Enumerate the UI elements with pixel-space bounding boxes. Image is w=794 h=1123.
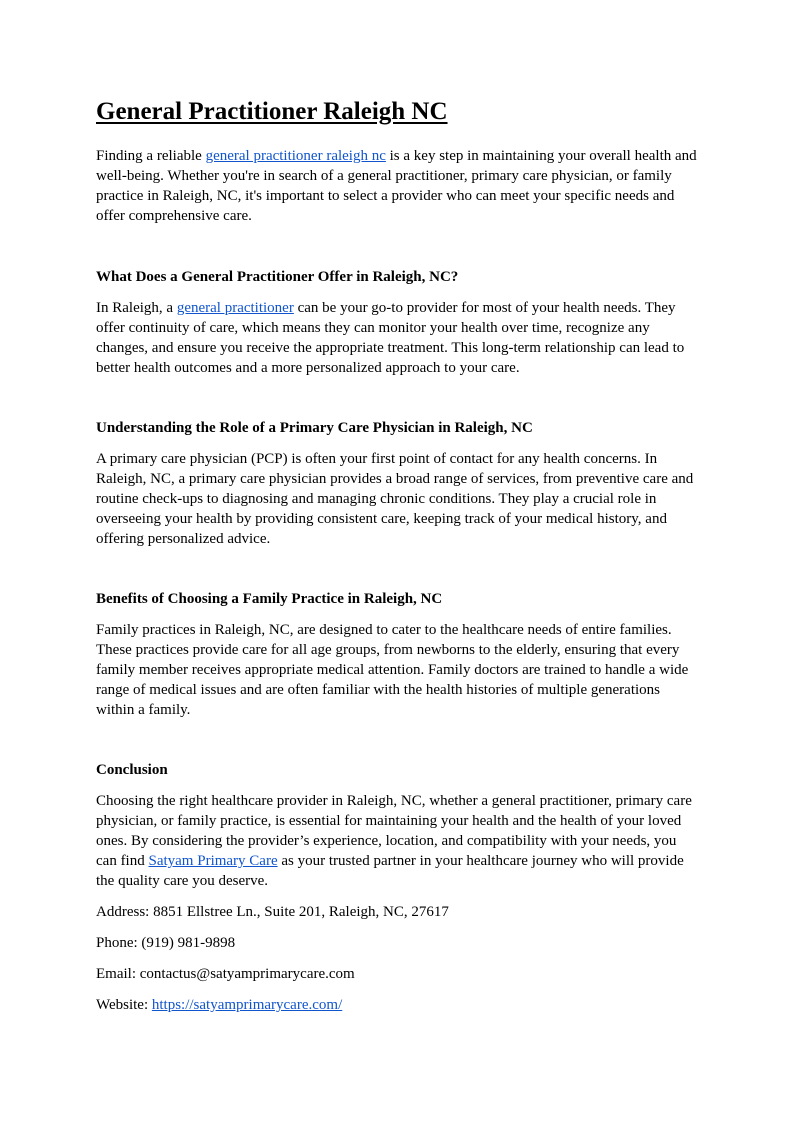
section-body-primary-care: A primary care physician (PCP) is often your first point of contact for any health concerns. In Raleigh, NC, a primary care physician provides a broad range of services, from preventive care and routine check-ups to diagnosing and managing chronic conditions. They play a crucial role in overseeing your health by providing consistent care, keeping track of your medical history, and offering personalized advice. (96, 451, 694, 547)
page-title: General Practitioner Raleigh NC (96, 98, 448, 125)
contact-address: Address: 8851 Ellstree Ln., Suite 201, Raleigh, NC, 27617 (96, 904, 449, 920)
section1-text-after: can be your go-to provider for most of your health needs. They offer continuity of care, which means they can monitor your health over time, recognize any changes, and ensure you receive the appropriate treatment. This long-term relationship can lead to better health outcomes and a more personalized approach to your care. (96, 300, 685, 376)
website-label: Website: (96, 997, 152, 1013)
general-practitioner-raleigh-link[interactable]: general practitioner raleigh nc (205, 148, 386, 164)
website-link[interactable]: https://satyamprimarycare.com/ (151, 997, 343, 1013)
document-page (96, 96, 700, 1015)
section-heading-primary-care: Understanding the Role of a Primary Care Physician in Raleigh, NC (96, 420, 533, 436)
section-body-conclusion (96, 791, 700, 891)
section-body-family-practice: Family practices in Raleigh, NC, are designed to cater to the healthcare needs of entire families. These practices provide care for all age groups, from newborns to the elderly, ensuring that every family member receives appropriate medical attention. Family doctors are trained to handle a wide range of medical issues and are often familiar with the health histories of multiple generations within a family. (96, 622, 689, 718)
contact-email: Email: contactus@satyamprimarycare.com (96, 966, 355, 982)
general-practitioner-link[interactable]: general practitioner (176, 300, 294, 316)
section-heading-conclusion: Conclusion (96, 762, 168, 778)
contact-website (96, 995, 700, 1015)
contact-phone: Phone: (919) 981-9898 (96, 935, 236, 951)
section-heading-family-practice: Benefits of Choosing a Family Practice in Raleigh, NC (96, 591, 443, 607)
section-heading-general-practitioner: What Does a General Practitioner Offer in Raleigh, NC? (96, 269, 459, 285)
section-body-general-practitioner (96, 298, 700, 378)
intro-text-after: is a key step in maintaining your overall health and well-being. Whether you're in search of a general practitioner, primary care physician, or family practice in Raleigh, NC, it's important to select a provider who can meet your specific needs and offer comprehensive care. (96, 148, 697, 224)
conclusion-text-before: Choosing the right healthcare provider in Raleigh, NC, whether a general practitioner, primary care physician, or family practice, is essential for maintaining your health and the health of your loved ones. By considering the provider’s experience, location, and compatibility with your needs, you can find (96, 793, 692, 869)
conclusion-text-after: as your trusted partner in your healthcare journey who will provide the quality care you deserve. (96, 853, 684, 889)
satyam-primary-care-link[interactable]: Satyam Primary Care (148, 853, 278, 869)
intro-paragraph (96, 146, 700, 226)
section1-text-before: In Raleigh, a (96, 300, 177, 316)
intro-text-before: Finding a reliable (96, 148, 206, 164)
